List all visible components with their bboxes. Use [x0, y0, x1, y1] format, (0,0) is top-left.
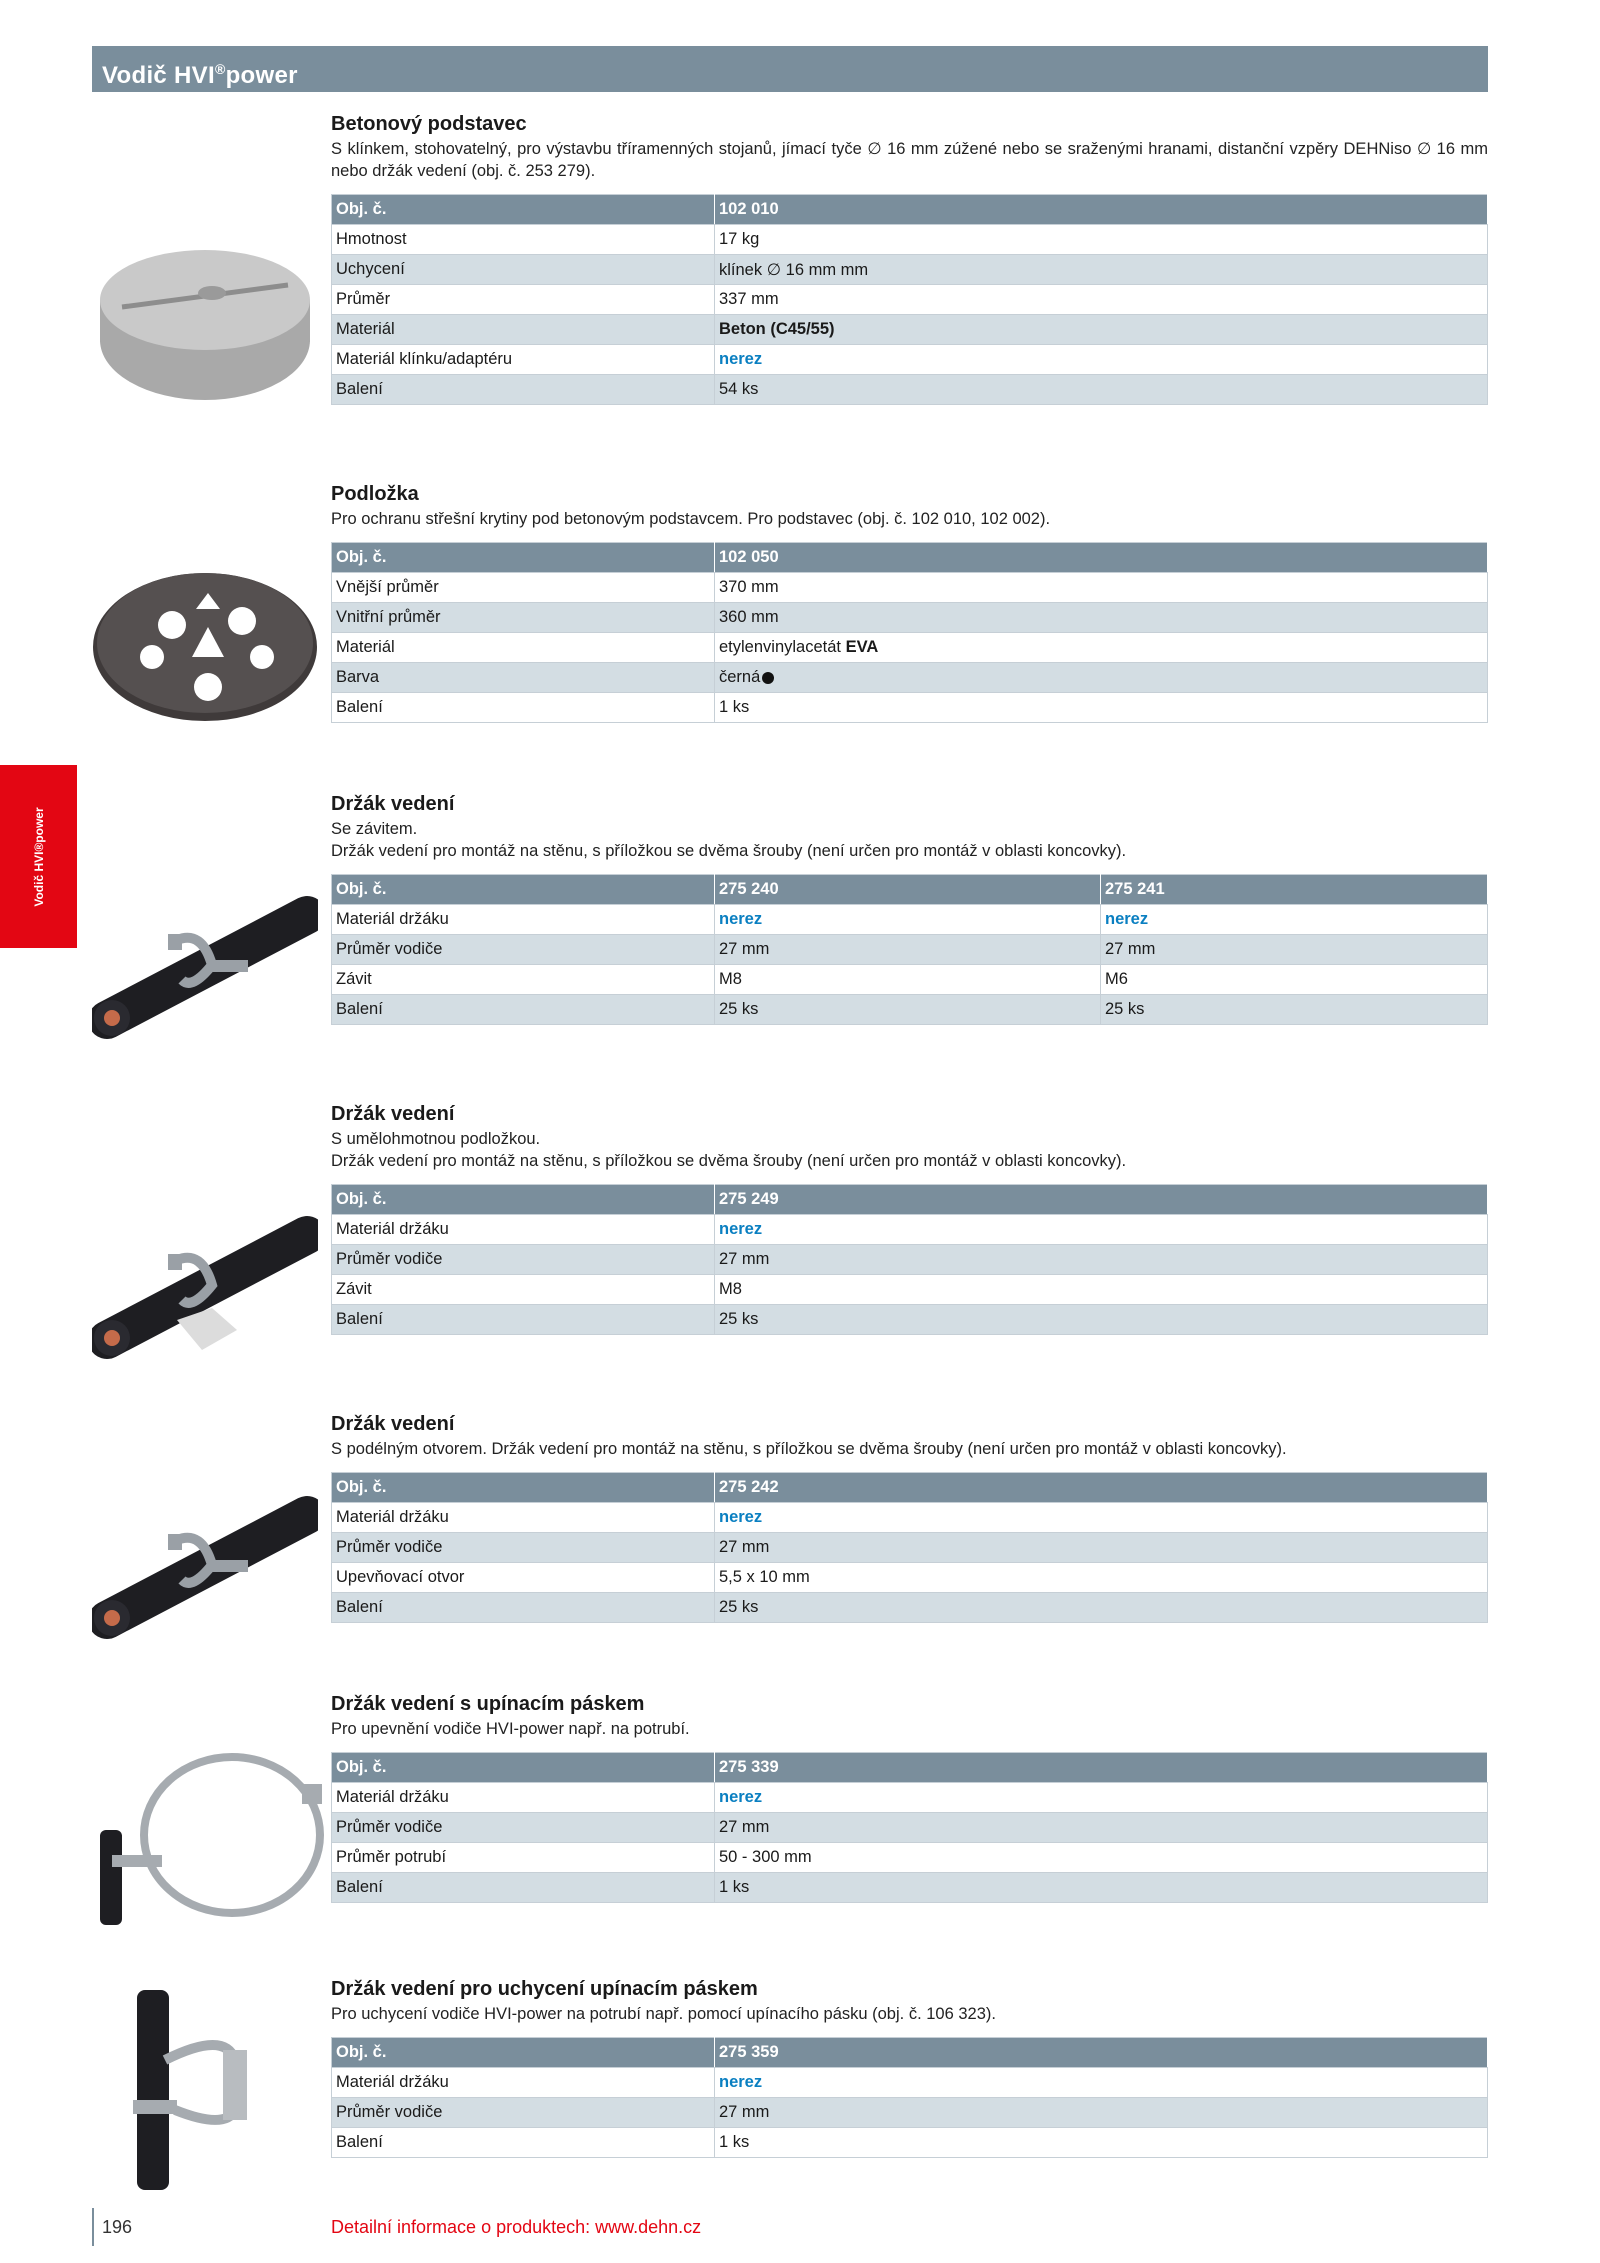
table-row: Vnější průměr 370 mm — [332, 573, 1488, 603]
header-title: Vodič HVI — [102, 62, 215, 89]
table-row: Balení 25 ks — [332, 1305, 1488, 1335]
section-description: Se závitem. Držák vedení pro montáž na stěnu, s příložkou se dvěma šrouby (není určen pro montáž v oblasti koncovky). — [331, 820, 1127, 860]
table-row: Uchycení klínek ∅ 16 mm mm — [332, 255, 1488, 285]
table-row: Průměr vodiče 27 mm — [332, 1245, 1488, 1275]
table-row: Vnitřní průměr 360 mm — [332, 603, 1488, 633]
section-conductor-holder-plastic — [331, 1100, 1488, 1335]
table-row: Materiál klínku/adaptéru nerez — [332, 345, 1488, 375]
table-header: Obj. č. 275 359 — [332, 2038, 1488, 2068]
table-row: Závit M8 — [332, 1275, 1488, 1305]
section-pipe-clamp-mount — [331, 1975, 1488, 2158]
spec-table — [331, 1472, 1488, 1623]
table-row: Průměr vodiče 27 mm — [332, 2098, 1488, 2128]
table-header: Obj. č. 275 339 — [332, 1753, 1488, 1783]
spec-table — [331, 874, 1488, 1025]
section-title: Držák vedení — [331, 1103, 455, 1125]
table-row: Průměr vodiče 27 mm 27 mm — [332, 935, 1488, 965]
concrete-base-image — [92, 245, 318, 405]
conductor-holder-image — [92, 870, 318, 1040]
eva-pad-image — [92, 565, 318, 725]
section-description: S klínkem, stohovatelný, pro výstavbu tříramenných stojanů, jímací tyče ∅ 16 mm zúžené nebo se sraženými hranami, distanční vzpěry DEHNiso ∅ 16 mm nebo držák vedení (obj. č. 253 279). — [331, 140, 1488, 180]
section-title: Držák vedení pro uchycení upínacím páskem — [331, 1978, 758, 2000]
table-row: Průměr potrubí 50 - 300 mm — [332, 1843, 1488, 1873]
spec-table — [331, 1752, 1488, 1903]
section-pad — [331, 480, 1488, 723]
side-tab — [0, 765, 77, 948]
side-tab-label: Vodič HVI®power — [32, 807, 46, 907]
pipe-clamp-mount-image — [115, 1990, 265, 2190]
table-row: Balení 25 ks 25 ks — [332, 995, 1488, 1025]
header-suffix: power — [225, 62, 298, 89]
table-row: Balení 1 ks — [332, 1873, 1488, 1903]
table-header: Obj. č. 102 010 — [332, 195, 1488, 225]
table-row: Materiál držáku nerez — [332, 1215, 1488, 1245]
section-title: Držák vedení — [331, 793, 455, 815]
section-concrete-base — [331, 110, 1488, 405]
table-row: Průměr 337 mm — [332, 285, 1488, 315]
table-header: Obj. č. 102 050 — [332, 543, 1488, 573]
table-row: Materiál držáku nerez — [332, 2068, 1488, 2098]
table-row: Materiál držáku nerez — [332, 1503, 1488, 1533]
table-header: Obj. č. 275 242 — [332, 1473, 1488, 1503]
pipe-clamp-holder-image — [92, 1740, 332, 1930]
section-title: Držák vedení s upínacím páskem — [331, 1693, 645, 1715]
section-description: Pro upevnění vodiče HVI-power např. na potrubí. — [331, 1720, 690, 1738]
table-row: Balení 54 ks — [332, 375, 1488, 405]
section-title: Betonový podstavec — [331, 113, 527, 135]
table-row: Balení 1 ks — [332, 693, 1488, 723]
section-pipe-clamp-holder — [331, 1690, 1488, 1903]
conductor-holder-slot-image — [92, 1470, 318, 1640]
table-row: Balení 1 ks — [332, 2128, 1488, 2158]
section-description: S podélným otvorem. Držák vedení pro montáž na stěnu, s příložkou se dvěma šrouby (není určen pro montáž v oblasti koncovky). — [331, 1440, 1287, 1458]
footer-link[interactable]: Detailní informace o produktech: www.dehn.cz — [331, 2217, 702, 2237]
black-color-dot-icon — [762, 672, 774, 684]
table-row: Závit M8 M6 — [332, 965, 1488, 995]
table-row: Barva černá — [332, 663, 1488, 693]
table-row: Materiál etylenvinylacetát EVA — [332, 633, 1488, 663]
registered-mark: ® — [214, 61, 226, 77]
section-description: Pro uchycení vodiče HVI-power na potrubí např. pomocí upínacího pásku (obj. č. 106 323). — [331, 2005, 996, 2023]
spec-table — [331, 2037, 1488, 2158]
table-row: Materiál držáku nerez — [332, 1783, 1488, 1813]
section-title: Podložka — [331, 483, 419, 505]
spec-table — [331, 1184, 1488, 1335]
spec-table — [331, 194, 1488, 405]
table-row: Upevňovací otvor 5,5 x 10 mm — [332, 1563, 1488, 1593]
page-header — [92, 46, 1488, 92]
table-row: Materiál držáku nerez nerez — [332, 905, 1488, 935]
table-header: Obj. č. 275 249 — [332, 1185, 1488, 1215]
conductor-holder-plastic-image — [92, 1190, 318, 1370]
table-row: Balení 25 ks — [332, 1593, 1488, 1623]
section-conductor-holder-slot — [331, 1410, 1488, 1623]
table-row: Průměr vodiče 27 mm — [332, 1813, 1488, 1843]
table-header: Obj. č. 275 240 275 241 — [332, 875, 1488, 905]
spec-table — [331, 542, 1488, 723]
table-row: Materiál Beton (C45/55) — [332, 315, 1488, 345]
table-row: Průměr vodiče 27 mm — [332, 1533, 1488, 1563]
section-conductor-holder-thread — [331, 790, 1488, 1025]
section-description: S umělohmotnou podložkou. Držák vedení pro montáž na stěnu, s příložkou se dvěma šrouby (není určen pro montáž v oblasti koncovky). — [331, 1130, 1127, 1170]
section-description: Pro ochranu střešní krytiny pod betonovým podstavcem. Pro podstavec (obj. č. 102 010, 102 002). — [331, 510, 1051, 528]
section-title: Držák vedení — [331, 1413, 455, 1435]
page-number: 196 — [92, 2208, 132, 2246]
table-row: Hmotnost 17 kg — [332, 225, 1488, 255]
